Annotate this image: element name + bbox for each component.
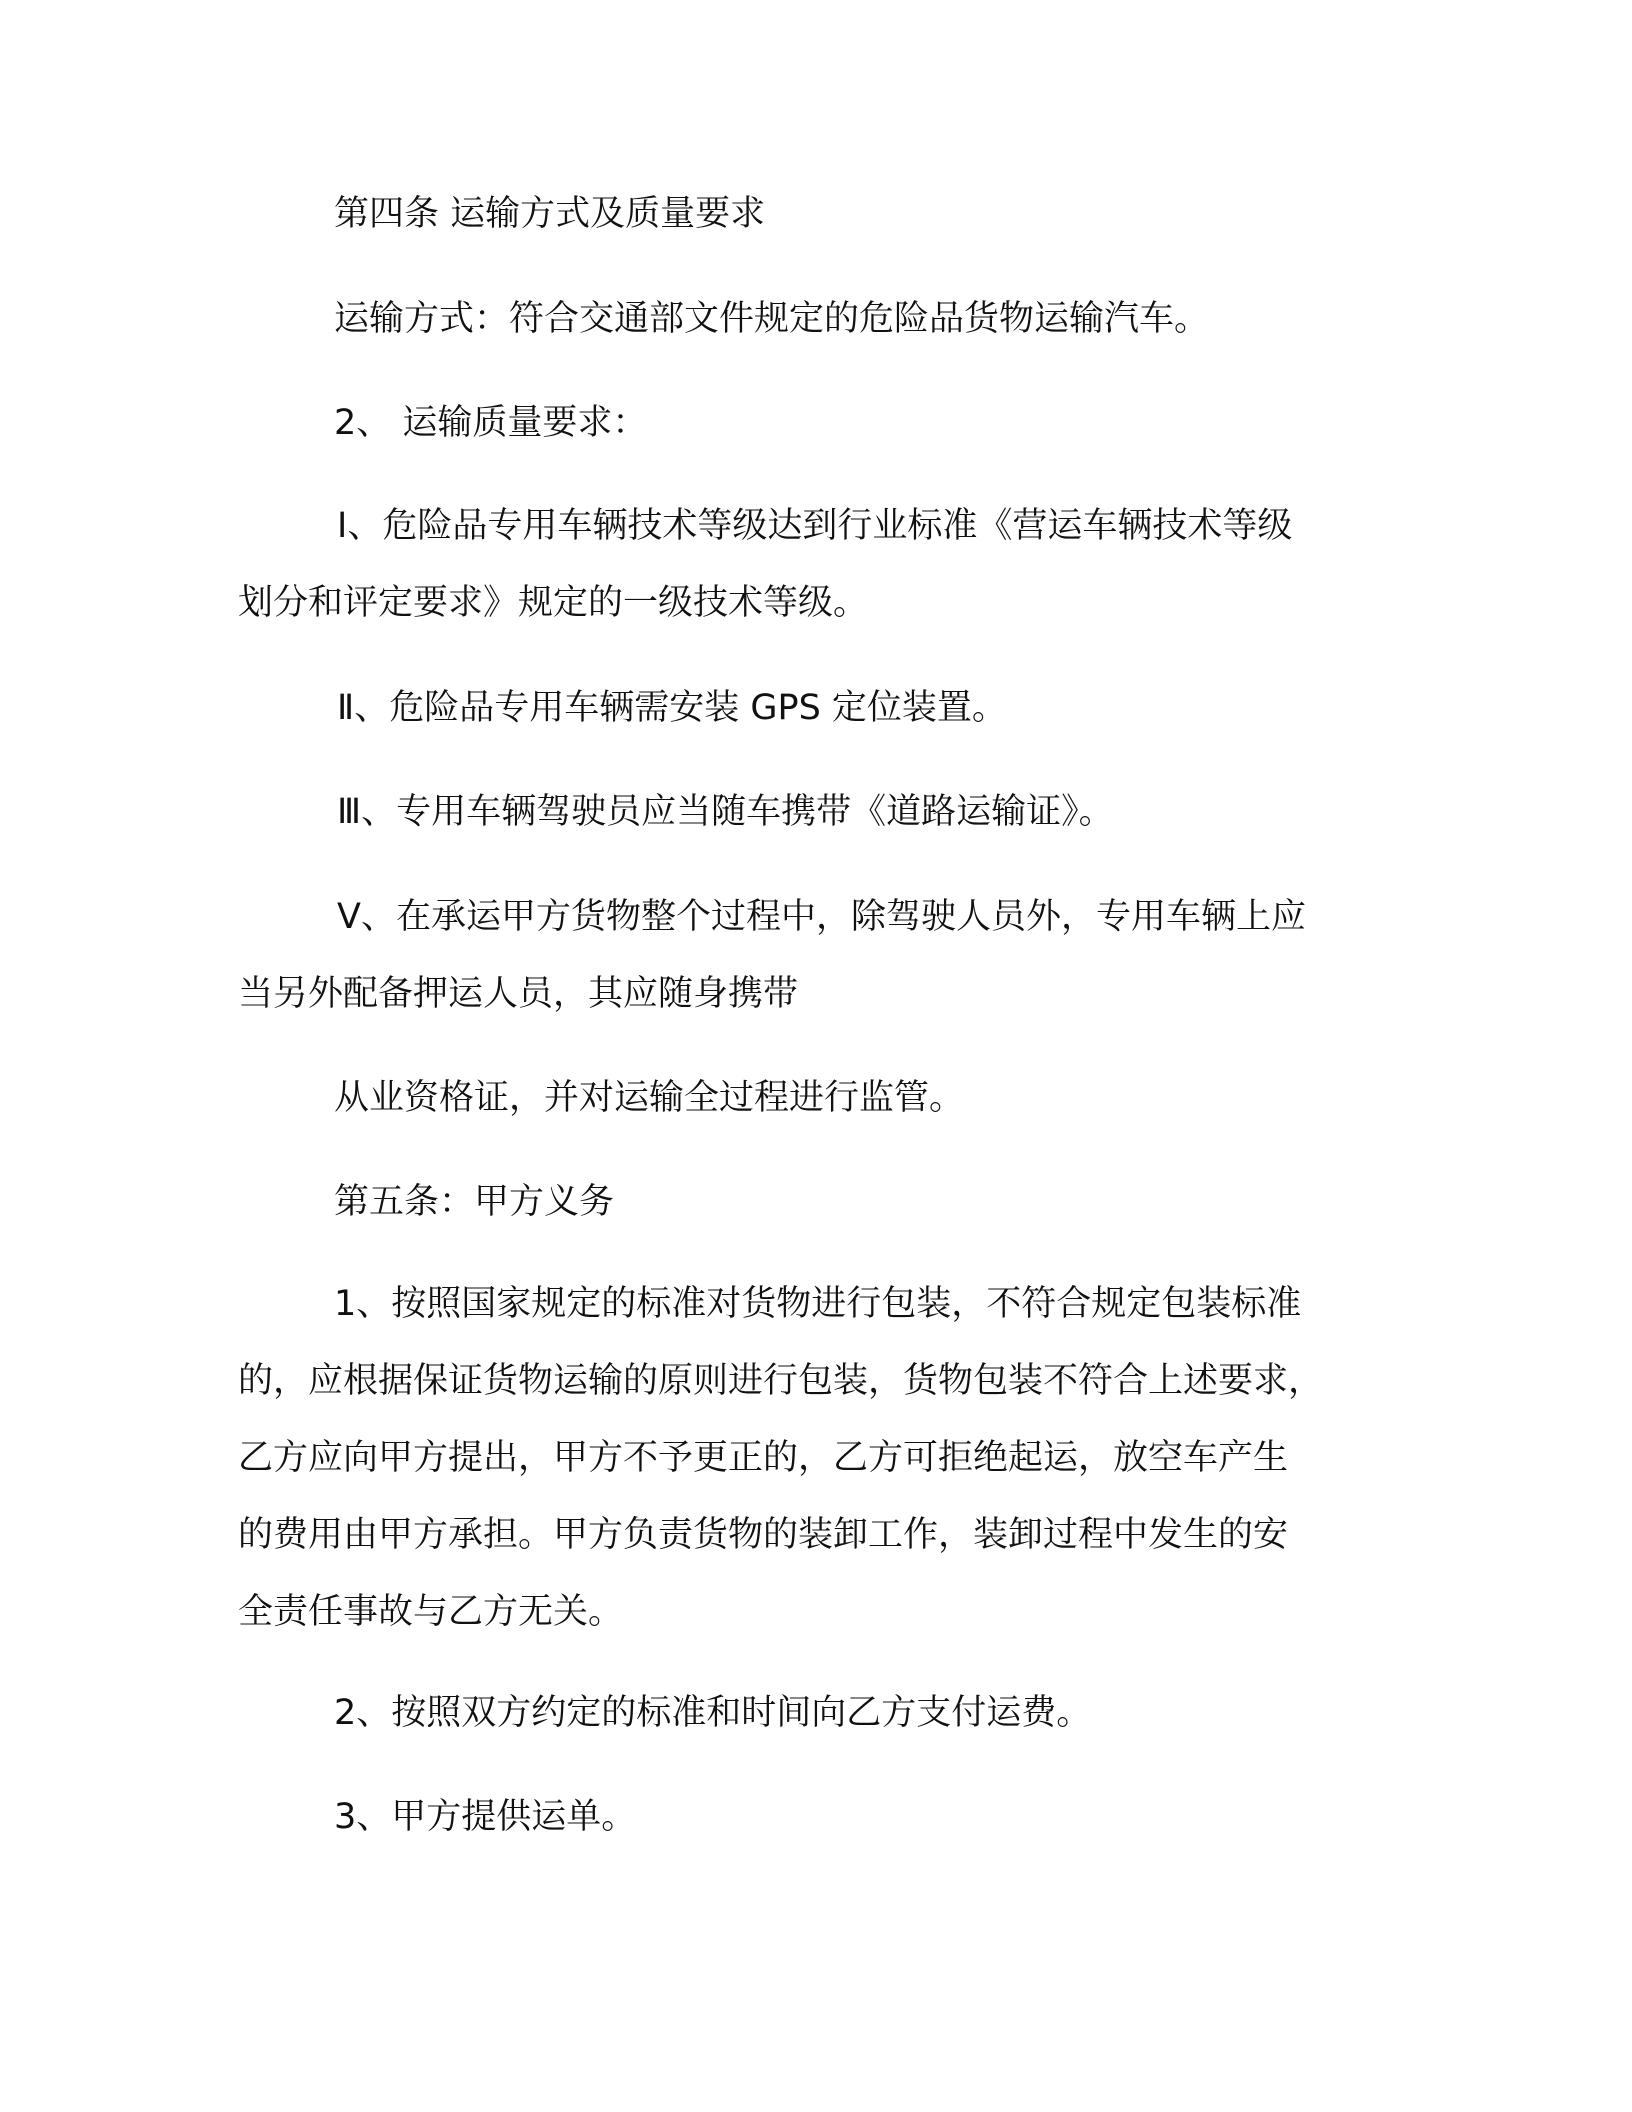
transport-method-paragraph (238, 281, 1378, 358)
text-line: 当另外配备押运人员，其应随身携带 (238, 974, 799, 1014)
text-line: Ⅰ、危险品专用车辆技术等级达到行业标准《营运车辆技术等级 (337, 506, 1293, 546)
text-line: Ⅱ、危险品专用车辆需安装 GPS 定位装置。 (337, 688, 1007, 728)
requirement-ii-paragraph (238, 670, 1378, 747)
obligation-3-paragraph (238, 1779, 1378, 1856)
article-5-heading (238, 1164, 1378, 1241)
requirement-i-paragraph (238, 488, 1378, 642)
text-line: Ⅲ、专用车辆驾驶员应当随车携带《道路运输证》。 (337, 792, 1114, 832)
text-line: 划分和评定要求》规定的一级技术等级。 (238, 583, 869, 623)
text-line: 3、甲方提供运单。 (334, 1797, 637, 1837)
obligation-2-paragraph (238, 1675, 1378, 1752)
article-4-heading (238, 176, 1378, 253)
qualification-paragraph (238, 1060, 1378, 1137)
text-line: 的费用由甲方承担。甲方负责货物的装卸工作，装卸过程中发生的安 (238, 1515, 1289, 1555)
text-line: 第四条 运输方式及质量要求 (334, 194, 766, 234)
text-line: 运输方式：符合交通部文件规定的危险品货物运输汽车。 (334, 299, 1210, 339)
text-line: 2、 运输质量要求： (334, 403, 648, 443)
text-line: 1、按照国家规定的标准对货物进行包装，不符合规定包装标准 (334, 1284, 1302, 1324)
text-line: 第五条：甲方义务 (334, 1182, 615, 1222)
text-line: 乙方应向甲方提出，甲方不予更正的，乙方可拒绝起运，放空车产生 (238, 1438, 1289, 1478)
text-line: 从业资格证，并对运输全过程进行监管。 (334, 1078, 965, 1118)
text-line: 2、按照双方约定的标准和时间向乙方支付运费。 (334, 1693, 1092, 1733)
requirement-v-paragraph (238, 879, 1378, 1033)
text-line: Ⅴ、在承运甲方货物整个过程中，除驾驶人员外，专用车辆上应 (337, 897, 1306, 937)
quality-requirements-heading (238, 385, 1378, 462)
obligation-1-paragraph (238, 1266, 1378, 1651)
text-line: 全责任事故与乙方无关。 (238, 1592, 624, 1632)
requirement-iii-paragraph (238, 774, 1378, 851)
text-line: 的，应根据保证货物运输的原则进行包装，货物包装不符合上述要求， (238, 1361, 1324, 1401)
